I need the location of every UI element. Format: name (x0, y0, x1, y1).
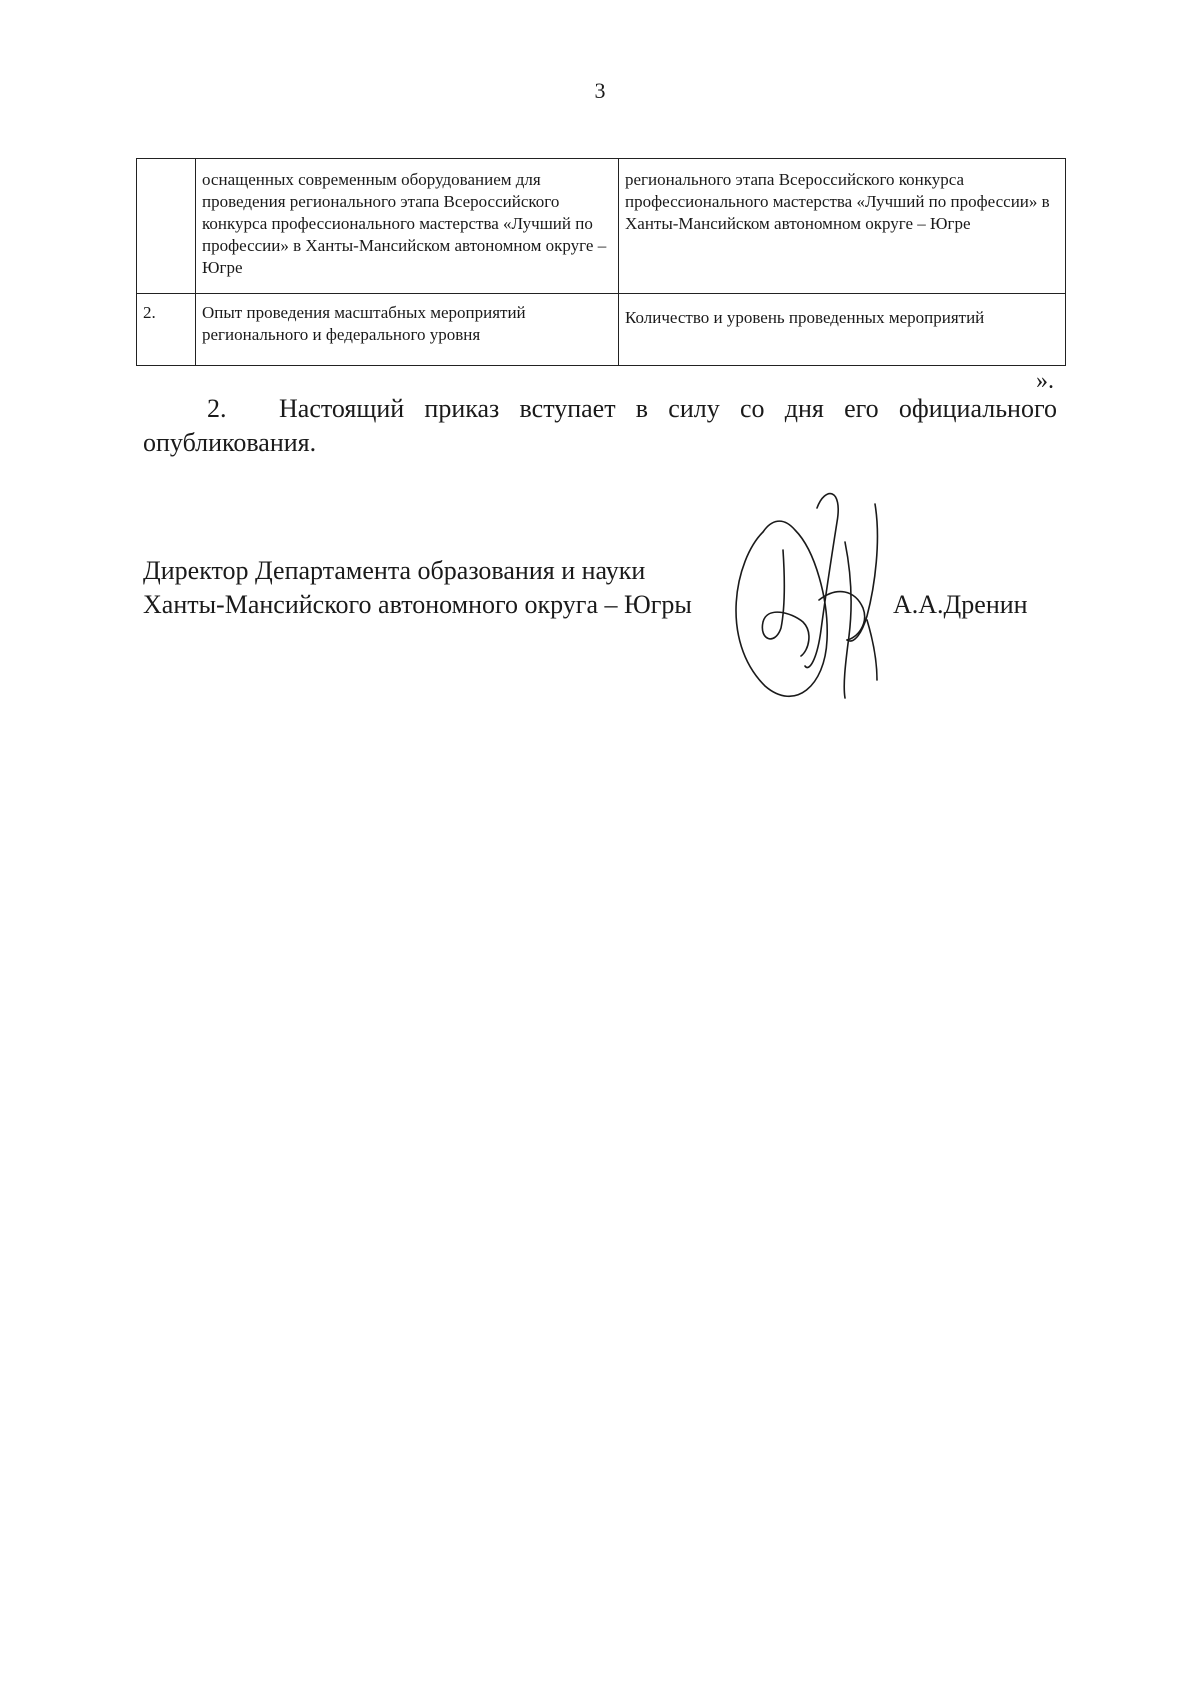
criteria-table (136, 158, 1066, 366)
criterion-cell: оснащенных современным оборудованием для проведения регионального этапа Всероссийского конкурса профессионального мастерства «Лучший по профессии» в Ханты-Мансийском автономном округе – Югре (196, 159, 619, 294)
indicator-cell: регионального этапа Всероссийского конкурса профессионального мастерства «Лучший по профессии» в Ханты-Мансийском автономном округе – Югре (619, 159, 1066, 294)
clause-line-2: опубликования. (143, 428, 317, 457)
clause-paragraph (143, 392, 1057, 460)
signatory-position (143, 554, 692, 622)
clause-number: 2. (207, 394, 227, 423)
clause-line-1-text: Настоящий приказ вступает в силу со дня его официального (279, 394, 1057, 423)
indicator-cell: Количество и уровень проведенных мероприятий (619, 294, 1066, 366)
criterion-cell: Опыт проведения масштабных мероприятий регионального и федерального уровня (196, 294, 619, 366)
handwritten-signature (725, 490, 895, 700)
page-number: 3 (594, 78, 606, 103)
closing-quote: ». (1036, 368, 1054, 394)
table-row (137, 294, 1066, 366)
position-line-2: Ханты-Мансийского автономного округа – Югры (143, 590, 692, 619)
signatory-name: А.А.Дренин (893, 590, 1028, 619)
table-row (137, 159, 1066, 294)
clause-line-1 (143, 392, 1057, 426)
position-line-1: Директор Департамента образования и науки (143, 556, 646, 585)
row-number-cell: 2. (137, 294, 196, 366)
row-number-cell (137, 159, 196, 294)
